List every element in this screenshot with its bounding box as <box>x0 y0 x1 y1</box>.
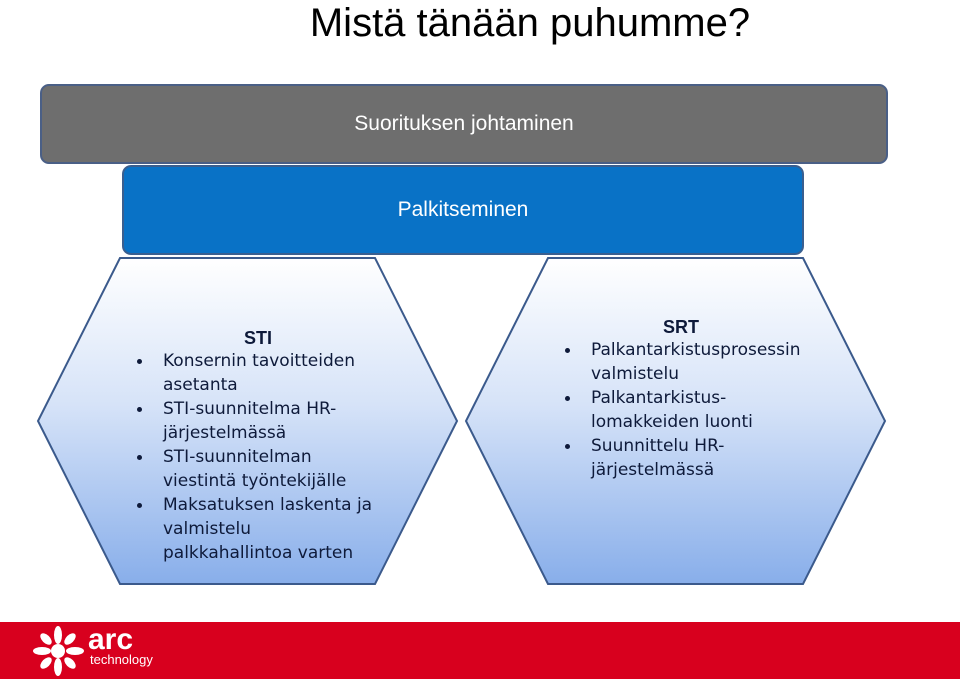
list-item: Palkantarkistusprosessin valmistelu <box>561 338 801 386</box>
list-item: STI-suunnitelma HR-järjestelmässä <box>133 397 383 445</box>
arc-technology-logo <box>30 625 230 677</box>
rewarding-label: Palkitseminen <box>397 198 529 221</box>
brand-name: arc <box>88 623 134 656</box>
list-item: Konsernin tavoitteiden asetanta <box>133 349 383 397</box>
performance-management-label: Suorituksen johtaminen <box>354 112 574 135</box>
list-item: Suunnittelu HR-järjestelmässä <box>561 434 801 482</box>
sti-heading: STI <box>243 328 272 348</box>
list-item: Maksatuksen laskenta ja valmistelu palkkahallintoa varten <box>133 493 383 565</box>
list-item: Palkantarkistus-lomakkeiden luonti <box>561 386 801 434</box>
srt-content <box>561 316 801 482</box>
page-title: Mistä tänään puhumme? <box>309 1 751 45</box>
sti-content <box>133 327 383 565</box>
star-logo-icon <box>30 625 86 677</box>
brand-tagline: technology <box>90 652 153 667</box>
list-item: STI-suunnitelman viestintä työntekijälle <box>133 445 383 493</box>
srt-heading: SRT <box>663 317 699 337</box>
